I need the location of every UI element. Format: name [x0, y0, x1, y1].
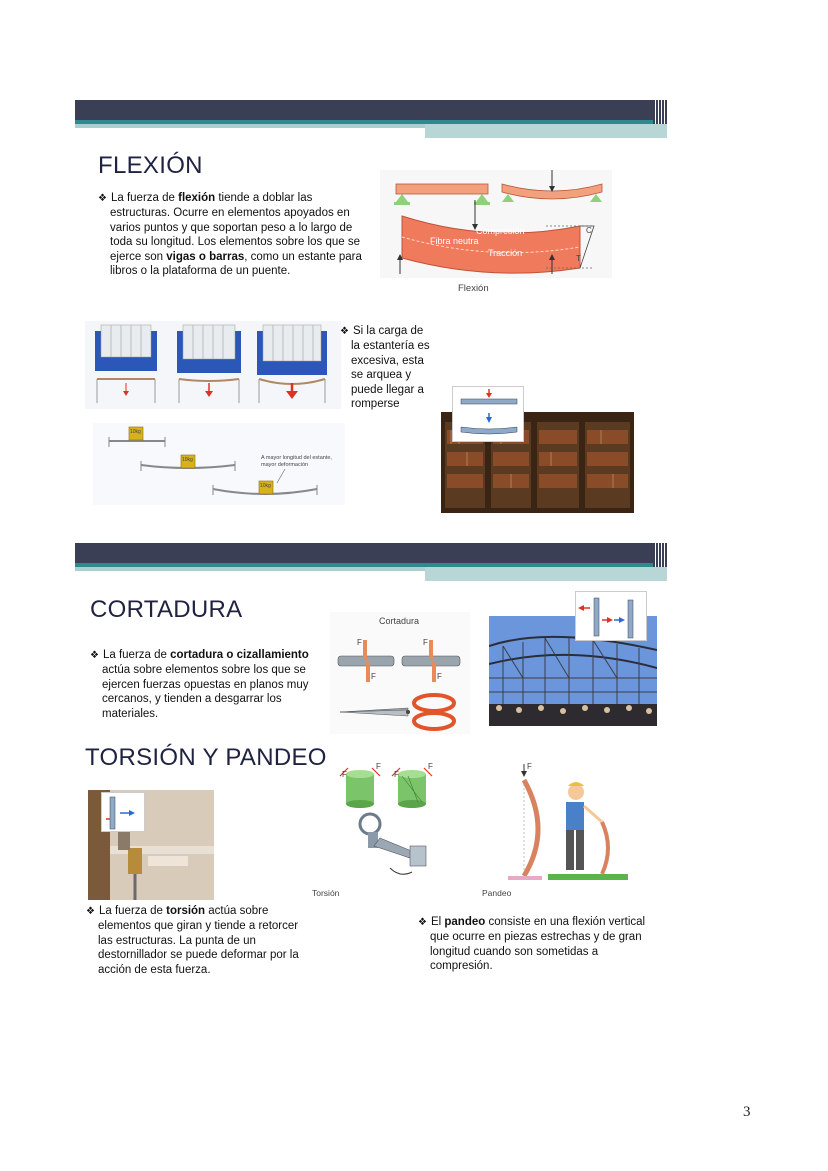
- force-label: F: [357, 638, 362, 647]
- torsion-diagram: [310, 760, 460, 900]
- bullet-icon: ❖: [340, 326, 349, 337]
- bullet-icon: ❖: [98, 193, 107, 204]
- traccion-label: Tracción: [488, 248, 523, 258]
- shelves-illustration: [85, 321, 341, 409]
- weights-illustration: [93, 423, 345, 505]
- force-label: F: [527, 762, 532, 771]
- cortadura-title: CORTADURA: [90, 596, 243, 623]
- pandeo-diagram: [480, 760, 630, 900]
- flexion-paragraph: ❖ La fuerza de flexión tiende a doblar las estructuras. Ocurre en elementos apoyados en varios puntos y que soportan peso a lo largo de toda su longitud. Los elementos sobre los que se ejerce son vigas o barras, como un estante para libros o la plataforma de un puente.: [98, 192, 362, 278]
- page-number: 3: [743, 1104, 751, 1120]
- shear-inset: [575, 591, 647, 641]
- t-label: T: [576, 254, 581, 263]
- bullet-icon: ❖: [86, 906, 95, 917]
- force-label: F: [437, 672, 442, 681]
- section-banner-middle: [75, 543, 667, 583]
- force-label: F: [394, 770, 399, 779]
- weight-label: 10kg: [260, 483, 271, 489]
- section-banner-top: [75, 100, 667, 140]
- c-label: C: [586, 226, 592, 235]
- pandeo-paragraph: ❖ El pandeo consiste en una flexión vertical que ocurre en piezas estrechas y de gran longitud cuando son sometidas a compresión.: [418, 916, 646, 973]
- force-label: F: [342, 770, 347, 779]
- shelf-bending-inset: [452, 386, 524, 442]
- torsion-pandeo-title: TORSIÓN Y PANDEO: [85, 744, 327, 771]
- pandeo-caption: Pandeo: [482, 888, 512, 898]
- flexion-diagram: [380, 170, 612, 298]
- cortadura-diagram: [330, 612, 470, 734]
- torsion-inset: [101, 792, 145, 832]
- cortadura-paragraph: ❖ La fuerza de cortadura o cizallamiento actúa sobre elementos sobre los que se ejercen fuerzas opuestas en planos muy cercanos, y tienden a desgarrar los materiales.: [90, 649, 309, 720]
- shelf-paragraph: ❖ Si la carga de la estantería es excesiva, esta se arquea y puede llegar a romperse: [340, 325, 430, 411]
- weight-note: A mayor longitud del estante, mayor deformación: [261, 455, 332, 468]
- force-label: F: [376, 762, 381, 771]
- compresion-label: Compresión: [476, 226, 525, 236]
- force-label: F: [371, 672, 376, 681]
- flexion-title: FLEXIÓN: [98, 152, 203, 179]
- cortadura-caption: Cortadura: [379, 616, 420, 626]
- force-label: F: [428, 762, 433, 771]
- weight-label: 10kg: [130, 429, 141, 435]
- torsion-paragraph: ❖ La fuerza de torsión actúa sobre elementos que giran y tiende a retorcer las estructuras. La punta de un destornillador se puede deformar por la acción de esta fuerza.: [86, 905, 299, 976]
- torsion-caption: Torsión: [312, 888, 340, 898]
- bullet-icon: ❖: [418, 917, 427, 928]
- flexion-caption: Flexión: [458, 283, 489, 294]
- force-label: F: [423, 638, 428, 647]
- bullet-icon: ❖: [90, 650, 99, 661]
- fibra-neutra-label: Fibra neutra: [430, 236, 479, 246]
- weight-label: 10kg: [182, 457, 193, 463]
